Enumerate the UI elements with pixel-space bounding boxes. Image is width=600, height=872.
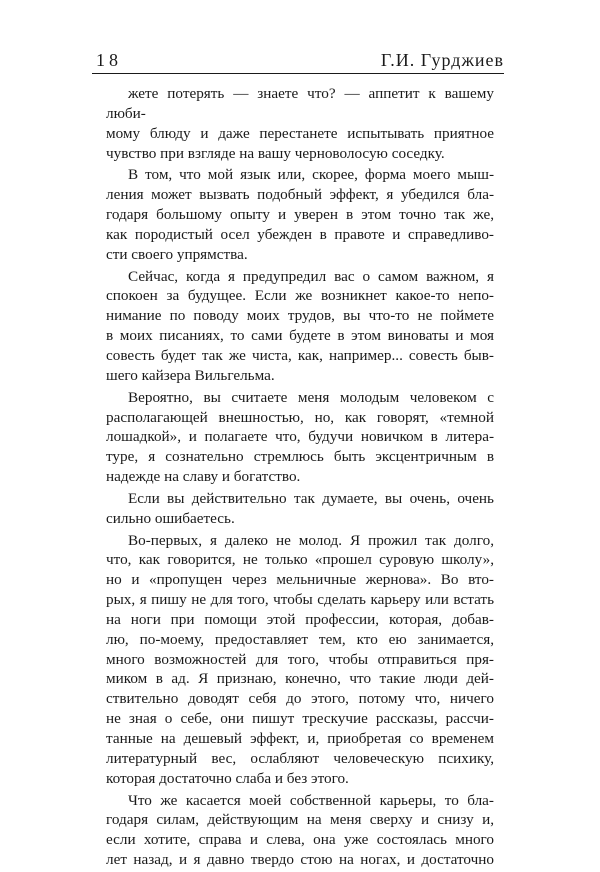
- paragraph: [106, 388, 494, 487]
- text-line: Вероятно, вы считаете меня молодым человеком с: [128, 388, 494, 406]
- running-head: [92, 44, 504, 74]
- paragraph: [106, 165, 494, 264]
- text-line: жете потерять — знаете что? — аппетит к вашему люби-: [106, 85, 494, 122]
- text-line: лошадкой», и полагаете что, будучи новичком в литера-: [106, 428, 494, 446]
- text-line: танные на дешевый эффект, и, приобретая со временем: [106, 730, 494, 747]
- text-line: сти своего упрямства.: [106, 245, 248, 263]
- text-line: рых, я пишу не для того, чтобы сделать карьеру или встать: [106, 591, 494, 609]
- body-text: [106, 84, 494, 872]
- header-rule: [92, 73, 504, 74]
- text-line: мому блюду и даже перестанете испытывать приятное: [106, 124, 494, 142]
- text-line: если хотите, справа и слева, она уже состоялась много: [106, 831, 494, 849]
- text-line: располагающей внешностью, но, как говорят, «темной: [106, 408, 494, 426]
- text-line: В том, что мой язык или, скорее, форма моего мыш-: [128, 166, 494, 184]
- text-line: нимание по поводу моих трудов, вы что-то не поймете: [106, 307, 494, 325]
- paragraph: [106, 489, 494, 529]
- text-line: Во-первых, я далеко не молод. Я прожил так долго,: [128, 531, 494, 549]
- paragraph: [106, 791, 494, 870]
- text-line: на ноги при помощи этой профессии, которая, добав-: [106, 610, 494, 628]
- text-line: не зная о себе, они пишут трескучие рассказы, рассчи-: [106, 710, 494, 728]
- text-line: как породистый осел убежден в правоте и справедливо-: [106, 225, 494, 243]
- text-line: годаря силам, действующим на меня сверху и снизу и,: [106, 811, 494, 829]
- text-line: что, как говорится, не только «прошел суровую школу»,: [106, 551, 494, 569]
- text-line: но и «пропущен через мельничные жернова». Во вто-: [106, 571, 494, 589]
- text-line: много возможностей для того, чтобы отправиться пря-: [106, 650, 494, 668]
- text-line: лю, по-моему, предоставляет тем, кто ею занимается,: [106, 630, 494, 648]
- text-line: совесть будет так же чиста, как, например... совесть быв-: [106, 346, 494, 364]
- text-line: шего кайзера Вильгельма.: [106, 366, 275, 384]
- text-line: литературный вес, ослабляют человеческую психику,: [106, 749, 494, 767]
- text-line: миком в ад. Я признаю, конечно, что такие люди дей-: [106, 670, 494, 688]
- text-line: Что же касается моей собственной карьеры, то бла-: [128, 791, 494, 809]
- running-head-title: Г.И. Гурджиев: [380, 50, 504, 70]
- paragraph: [106, 84, 494, 163]
- text-line: лет назад, и я давно твердо стою на ногах, и достаточно: [106, 851, 494, 869]
- text-line: спокоен за будущее. Если же возникнет какое-то непо-: [106, 287, 494, 305]
- text-line: ления может вызвать подобный эффект, я убедился бла-: [106, 186, 494, 204]
- paragraph: [106, 267, 494, 386]
- text-line: надежде на славу и богатство.: [106, 468, 301, 486]
- text-line: которая достаточно слаба и без этого.: [106, 769, 349, 787]
- text-line: туре, я сознательно стремлюсь быть эксцентричным в: [106, 448, 494, 466]
- text-line: годаря большому опыту и уверен в этом точно так же,: [106, 206, 494, 224]
- page-number: 18: [96, 50, 122, 70]
- text-line: в моих писаниях, то сами будете в этом виноваты и моя: [106, 327, 494, 345]
- text-line: Если вы действительно так думаете, вы очень, очень: [128, 489, 494, 507]
- text-line: ствительно доводят себя до этого, потому что, ничего: [106, 690, 494, 708]
- text-line: Сейчас, когда я предупредил вас о самом важном, я: [128, 267, 494, 285]
- text-line: чувство при взгляде на вашу черноволосую соседку.: [106, 144, 445, 162]
- text-line: сильно ошибаетесь.: [106, 509, 235, 527]
